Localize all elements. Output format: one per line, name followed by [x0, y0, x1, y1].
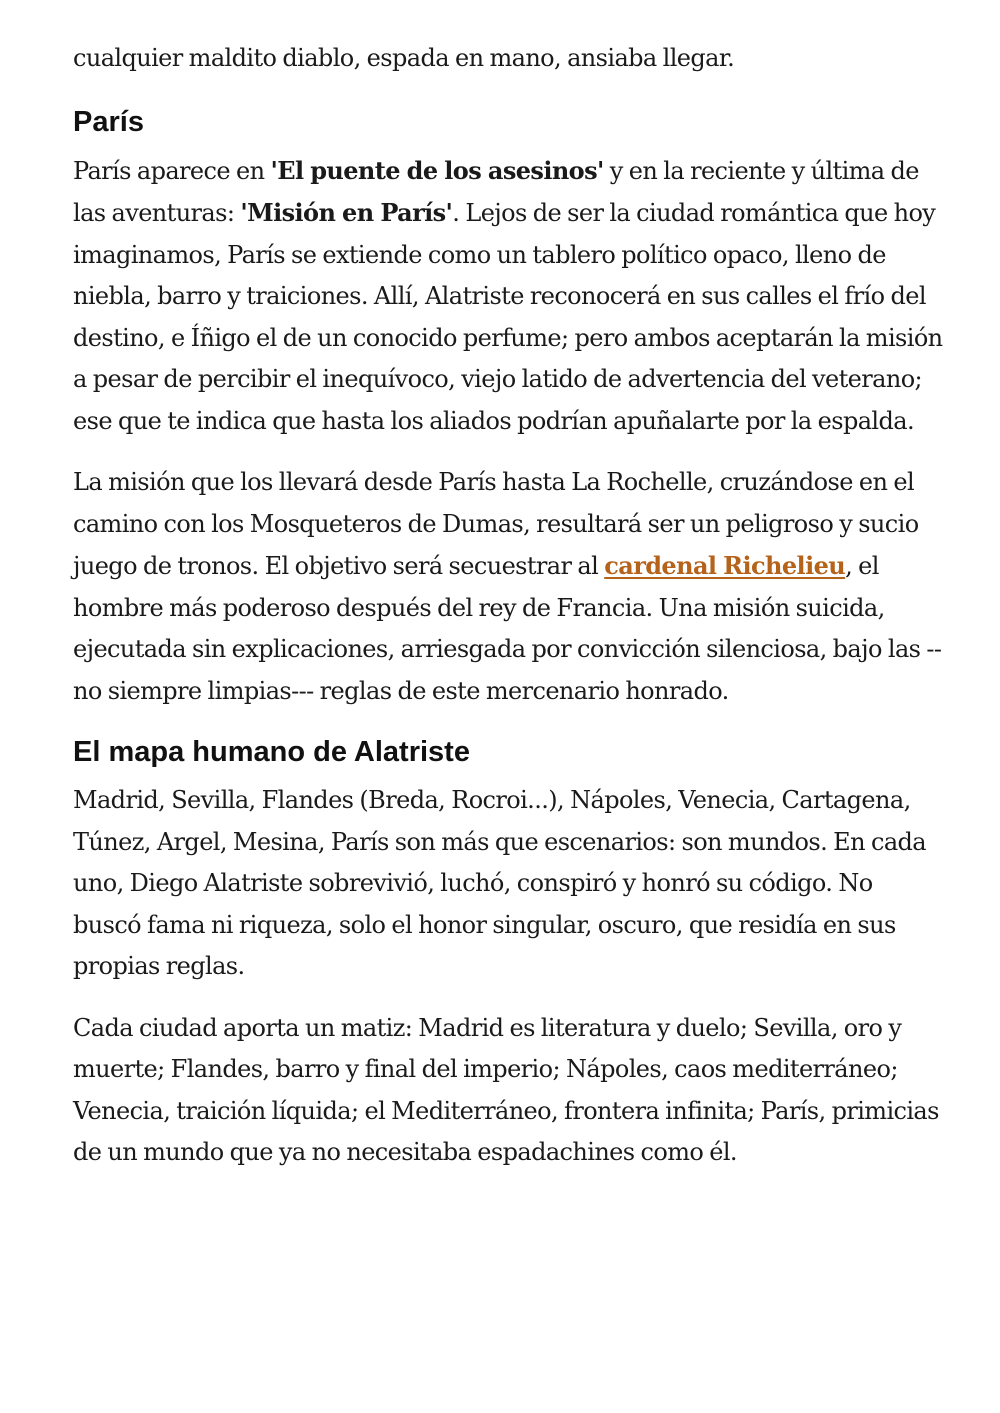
section-heading-paris: París [73, 105, 144, 138]
paris-p2-text-1: La misión que los llevará desde París hasta La Rochelle, cruzándose en el camino con los Mosqueteros de Dumas, resultará ser un peligroso y sucio juego de tronos. El objetivo será secuestrar al [73, 468, 919, 580]
paris-p1-text-3: . Lejos de ser la ciudad romántica que hoy imaginamos, París se extiende como un tablero político opaco, lleno de niebla, barro y traiciones. Allí, Alatriste reconocerá en sus calles el frío del destino, e Íñigo el de un conocido perfume; pero ambos aceptarán la misión a pesar de percibir el inequívoco, viejo latido de advertencia del veterano; ese que te indica que hasta los aliados podrían apuñalarte por la espalda. [73, 199, 943, 435]
mapa-paragraph-1: Madrid, Sevilla, Flandes (Breda, Rocroi...), Nápoles, Venecia, Cartagena, Túnez, Argel, Mesina, París son más que escenarios: son mundos. En cada uno, Diego Alatriste sobrevivió, luchó, conspiró y honró su código. No buscó fama ni riqueza, solo el honor singular, oscuro, que residía en sus propias reglas. [73, 786, 927, 980]
book-title-puente: 'El puente de los asesinos' [270, 155, 604, 185]
mapa-paragraph-2: Cada ciudad aporta un matiz: Madrid es literatura y duelo; Sevilla, oro y muerte; Flandes, barro y final del imperio; Nápoles, caos mediterráneo; Venecia, traición líquida; el Mediterráneo, frontera infinita; París, primicias de un mundo que ya no necesitaba espadachines como él. [73, 1013, 939, 1166]
paris-paragraph-2 [73, 462, 943, 712]
paris-p2-text-2: , el hombre más poderoso después del rey de Francia. Una misión suicida, ejecutada sin explicaciones, arriesgada por convicción silenciosa, bajo las --no siempre limpias--- reglas de este mercenario honrado. [73, 552, 942, 705]
paris-p1-text-2: y en la reciente y última de las aventuras: [73, 156, 919, 227]
richelieu-link[interactable]: cardenal Richelieu [604, 551, 846, 580]
paris-p1-text-1: París aparece en [73, 156, 271, 185]
intro-paragraph: cualquier maldito diablo, espada en mano, ansiaba llegar. [73, 44, 735, 72]
book-title-mision: 'Misión en París' [240, 198, 453, 227]
paris-paragraph-1 [73, 150, 943, 443]
section-heading-mapa: El mapa humano de Alatriste [73, 736, 470, 768]
article-body [73, 38, 943, 1194]
